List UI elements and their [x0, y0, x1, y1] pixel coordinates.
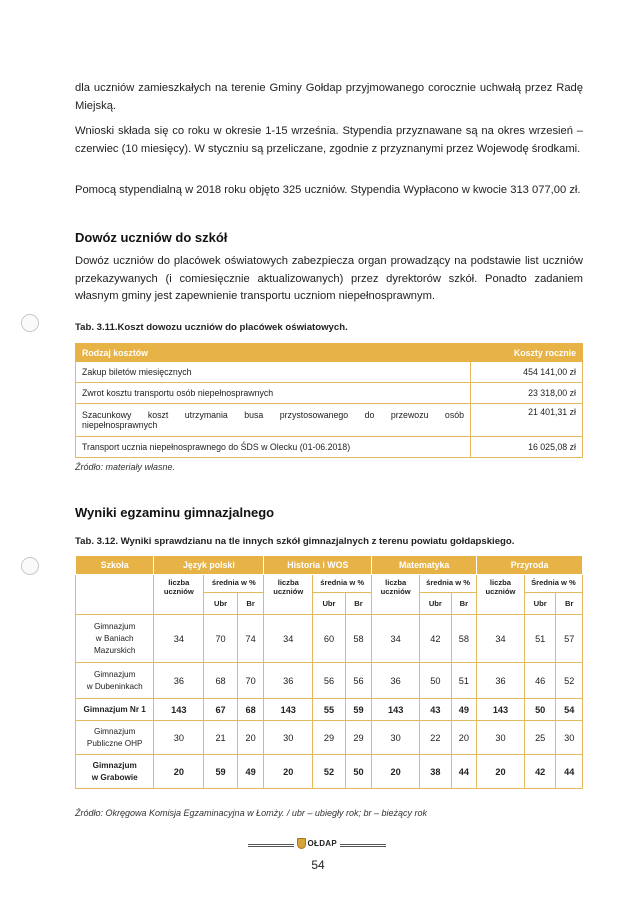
value-cell: 25	[524, 721, 556, 755]
transport-paragraph: Dowóz uczniów do placówek oświatowych zabezpiecza organ prowadzący na podstawie list uczniów przekazywanych (i comiesięcznie aktualizowanych) przez dyrektorów szkół. Ponadto zadaniem własnym gminy jest zapewnienie transportu uczniom niepełnosprawnym.	[75, 255, 583, 302]
column-header-annual-cost: Koszty rocznie	[471, 344, 583, 362]
value-cell: 30	[372, 721, 420, 755]
value-cell: 51	[524, 615, 556, 663]
value-cell: 42	[524, 755, 556, 789]
value-cell: 57	[556, 615, 583, 663]
transport-cost-table	[75, 343, 583, 458]
school-name-line: Mazurskich	[93, 645, 136, 655]
value-cell: 36	[264, 663, 313, 699]
crest-icon	[297, 838, 306, 849]
value-cell: 50	[345, 755, 371, 789]
student-count-header-line: liczba	[385, 578, 407, 587]
value-cell: 49	[237, 755, 263, 789]
current-year-header: Br	[345, 593, 371, 615]
school-name-cell	[76, 755, 154, 789]
value-cell: 42	[420, 615, 452, 663]
column-header-subject: Matematyka	[372, 556, 477, 575]
school-name-line: Gimnazjum	[93, 726, 136, 736]
value-cell: 30	[556, 721, 583, 755]
value-cell: 68	[204, 663, 238, 699]
value-cell: 56	[345, 663, 371, 699]
value-cell: 44	[556, 755, 583, 789]
value-cell: 43	[420, 699, 452, 721]
table-source-costs: Źródło: materiały własne.	[75, 462, 176, 472]
table-source-exam: Źródło: Okręgowa Komisja Egzaminacyjna w Łomży. / ubr – ubiegły rok; br – bieżący rok	[75, 808, 427, 818]
value-cell: 30	[477, 721, 525, 755]
value-cell: 49	[451, 699, 476, 721]
value-cell: 20	[154, 755, 204, 789]
value-cell: 67	[204, 699, 238, 721]
student-count-header-line: liczba	[277, 578, 299, 587]
value-cell: 34	[264, 615, 313, 663]
value-cell: 70	[237, 663, 263, 699]
table-caption-costs: Tab. 3.11.Koszt dowozu uczniów do placówek oświatowych.	[75, 322, 348, 333]
table-header-row	[76, 344, 583, 362]
student-count-header-line: uczniów	[273, 587, 304, 596]
value-cell: 50	[524, 699, 556, 721]
cost-type-cell	[76, 404, 471, 437]
value-cell: 52	[556, 663, 583, 699]
column-header-subject: Historia i WOS	[264, 556, 372, 575]
table-caption-exam: Tab. 3.12. Wyniki sprawdzianu na tle innych szkół gimnazjalnych z terenu powiatu gołdapskiego.	[75, 536, 515, 547]
value-cell: 20	[264, 755, 313, 789]
value-cell: 143	[264, 699, 313, 721]
value-cell: 54	[556, 699, 583, 721]
average-header: średnia w %	[204, 575, 264, 593]
student-count-header	[372, 575, 420, 615]
school-name-line: Gimnazjum	[93, 621, 136, 631]
value-cell: 22	[420, 721, 452, 755]
previous-year-header: Ubr	[524, 593, 556, 615]
value-cell: 30	[154, 721, 204, 755]
value-cell: 29	[345, 721, 371, 755]
table-row	[76, 437, 583, 458]
column-header-school: Szkoła	[76, 556, 154, 575]
current-year-header: Br	[556, 593, 583, 615]
value-cell: 34	[154, 615, 204, 663]
table-subheader-row	[76, 575, 583, 593]
page-number: 54	[311, 858, 325, 872]
previous-year-header: Ubr	[313, 593, 346, 615]
value-cell: 51	[451, 663, 476, 699]
value-cell: 34	[372, 615, 420, 663]
cost-type-line: niepełnosprawnych	[82, 420, 158, 430]
previous-year-header: Ubr	[420, 593, 452, 615]
cost-value-cell: 454 141,00 zł	[471, 362, 583, 383]
value-cell: 20	[451, 721, 476, 755]
value-cell: 36	[372, 663, 420, 699]
value-cell: 143	[154, 699, 204, 721]
value-cell: 29	[313, 721, 346, 755]
table-row	[76, 383, 583, 404]
value-cell: 59	[345, 699, 371, 721]
value-cell: 20	[477, 755, 525, 789]
value-cell: 20	[237, 721, 263, 755]
table-row	[76, 755, 583, 789]
cost-type-cell: Zwrot kosztu transportu osób niepełnosprawnych	[76, 383, 471, 404]
cost-value-cell: 16 025,08 zł	[471, 437, 583, 458]
school-header-spacer	[76, 575, 154, 615]
student-count-header	[477, 575, 525, 615]
punch-hole-bottom	[21, 557, 39, 575]
previous-year-header: Ubr	[204, 593, 238, 615]
value-cell: 38	[420, 755, 452, 789]
table-header-row	[76, 556, 583, 575]
table-row	[76, 404, 583, 437]
value-cell: 34	[477, 615, 525, 663]
value-cell: 21	[204, 721, 238, 755]
school-name-cell	[76, 615, 154, 663]
column-header-cost-type: Rodzaj kosztów	[76, 344, 471, 362]
school-name-line: Publiczne OHP	[86, 738, 143, 748]
average-header: średnia w %	[420, 575, 477, 593]
column-header-subject: Przyroda	[477, 556, 583, 575]
column-header-subject: Język polski	[154, 556, 264, 575]
value-cell: 58	[345, 615, 371, 663]
value-cell: 70	[204, 615, 238, 663]
table-row	[76, 699, 583, 721]
intro-paragraph-2: Wnioski składa się co roku w okresie 1-15 września. Stypendia przyznawane są na okres wrzesień – czerwiec (10 miesięcy). W styczniu są przeliczane, zgodnie z przyznanymi przez Wojewodę środkami.	[75, 125, 583, 155]
footer-rule-left	[248, 844, 294, 847]
school-name-cell	[76, 663, 154, 699]
footer-rule-right	[340, 844, 386, 847]
exam-results-table	[75, 555, 583, 789]
student-count-header-line: liczba	[168, 578, 190, 587]
current-year-header: Br	[237, 593, 263, 615]
value-cell: 143	[372, 699, 420, 721]
cost-value-cell: 23 318,00 zł	[471, 383, 583, 404]
intro-paragraph-1: dla uczniów zamieszkałych na terenie Gminy Gołdap przyjmowanego corocznie uchwałą przez Radę Miejską.	[75, 82, 583, 112]
value-cell: 59	[204, 755, 238, 789]
value-cell: 36	[154, 663, 204, 699]
current-year-header: Br	[451, 593, 476, 615]
value-cell: 74	[237, 615, 263, 663]
cost-type-cell: Zakup biletów miesięcznych	[76, 362, 471, 383]
student-count-header-line: uczniów	[485, 587, 516, 596]
section-heading-transport: Dowóz uczniów do szkół	[75, 230, 228, 245]
average-header: średnia w %	[313, 575, 372, 593]
table-row	[76, 721, 583, 755]
value-cell: 58	[451, 615, 476, 663]
cost-type-cell: Transport ucznia niepełnosprawnego do ŚDS w Olecku (01-06.2018)	[76, 437, 471, 458]
value-cell: 55	[313, 699, 346, 721]
school-name-line: w Dubeninkach	[86, 681, 143, 691]
value-cell: 30	[264, 721, 313, 755]
value-cell: 44	[451, 755, 476, 789]
school-name-cell: Gimnazjum Nr 1	[76, 699, 154, 721]
student-count-header	[154, 575, 204, 615]
value-cell: 56	[313, 663, 346, 699]
value-cell: 46	[524, 663, 556, 699]
cost-value-cell: 21 401,31 zł	[471, 404, 583, 437]
student-count-header	[264, 575, 313, 615]
student-count-header-line: liczba	[489, 578, 512, 587]
school-name-line: w Grabowie	[91, 772, 138, 782]
school-name-line: Gimnazjum	[93, 669, 136, 679]
student-count-header-line: uczniów	[380, 587, 411, 596]
table-row	[76, 615, 583, 663]
value-cell: 68	[237, 699, 263, 721]
section-heading-exam: Wyniki egzaminu gimnazjalnego	[75, 505, 275, 520]
value-cell: 50	[420, 663, 452, 699]
average-header: Średnia w %	[524, 575, 582, 593]
logo-text: OŁDAP	[307, 838, 337, 848]
punch-hole-top	[21, 314, 39, 332]
goldap-logo	[297, 836, 337, 850]
value-cell: 143	[477, 699, 525, 721]
value-cell: 20	[372, 755, 420, 789]
table-row	[76, 362, 583, 383]
value-cell: 60	[313, 615, 346, 663]
school-name-line: w Baniach	[95, 633, 134, 643]
value-cell: 52	[313, 755, 346, 789]
cost-type-line: Szacunkowy koszt utrzymania busa przystosowanego do przewozu osób	[82, 410, 464, 420]
student-count-header-line: uczniów	[163, 587, 194, 596]
school-name-line: Gimnazjum	[92, 760, 137, 770]
intro-paragraph-3: Pomocą stypendialną w 2018 roku objęto 325 uczniów. Stypendia Wypłacono w kwocie 313 077,00 zł.	[75, 184, 581, 196]
school-name-cell	[76, 721, 154, 755]
table-row	[76, 663, 583, 699]
value-cell: 36	[477, 663, 525, 699]
